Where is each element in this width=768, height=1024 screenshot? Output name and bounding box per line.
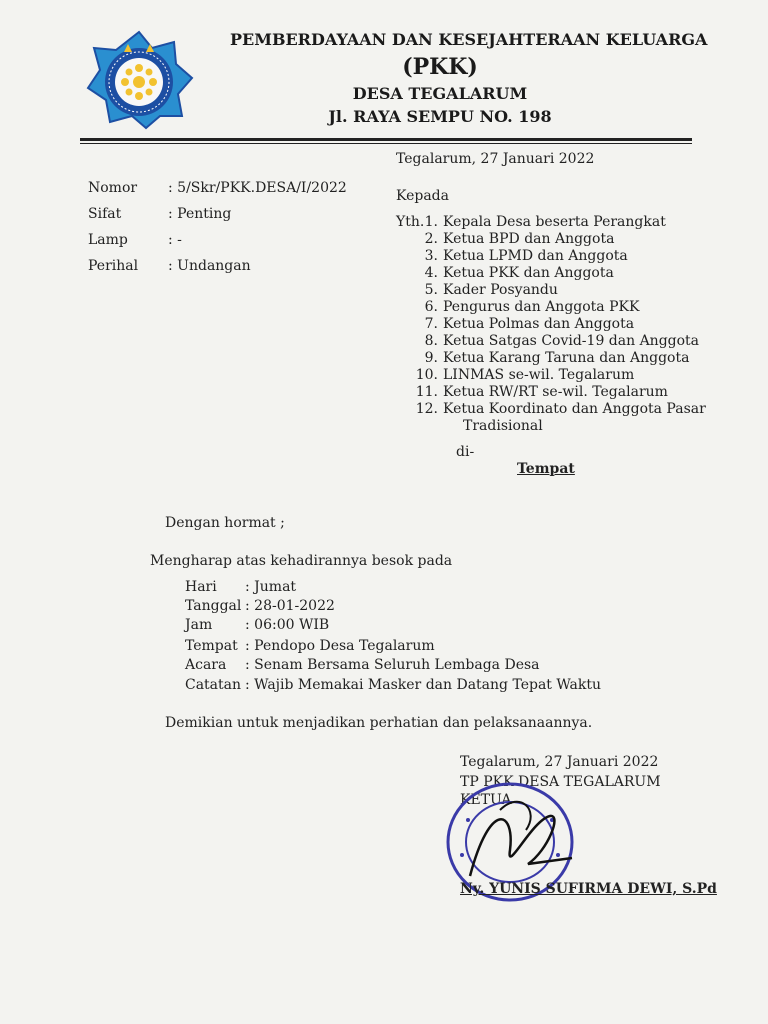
signature-name: Ny. YUNIS SUFIRMA DEWI, S.Pd (460, 881, 717, 897)
di-label: di- (456, 444, 475, 460)
greeting: Dengan hormat ; (165, 515, 285, 531)
yth-label: Yth. (396, 214, 425, 230)
pkk-logo-icon (84, 30, 194, 130)
meta-label: Nomor (88, 180, 138, 196)
meta-value: : 5/Skr/PKK.DESA/I/2022 (168, 180, 347, 196)
closing-text: Demikian untuk menjadikan perhatian dan pelaksanaannya. (165, 715, 593, 731)
recipient-item-continuation: Tradisional (463, 418, 543, 434)
org-name-line: PEMBERDAYAAN DAN KESEJAHTERAAN KELUARGA (230, 30, 708, 49)
letter-date: Tegalarum, 27 Januari 2022 (396, 151, 595, 167)
tempat-label: Tempat (517, 461, 575, 477)
intro-text: Mengharap atas kehadirannya besok pada (150, 553, 453, 569)
meta-label: Lamp (88, 232, 128, 248)
village-name: DESA TEGALARUM (352, 84, 528, 103)
meta-label: Perihal (88, 258, 139, 274)
meta-value: : Penting (168, 206, 232, 222)
meta-value: : Undangan (168, 258, 251, 274)
signature-role: KETUA (460, 792, 512, 808)
header-divider-thick (80, 138, 692, 141)
signature-org: TP PKK DESA TEGALARUM (460, 774, 661, 790)
signature-date: Tegalarum, 27 Januari 2022 (460, 754, 659, 770)
kepada-label: Kepada (396, 188, 449, 204)
header-divider-thin (80, 143, 692, 144)
org-abbreviation: (PKK) (402, 54, 478, 80)
meta-value: : - (168, 232, 182, 248)
village-address: Jl. RAYA SEMPU NO. 198 (328, 107, 552, 126)
meta-label: Sifat (88, 206, 122, 222)
